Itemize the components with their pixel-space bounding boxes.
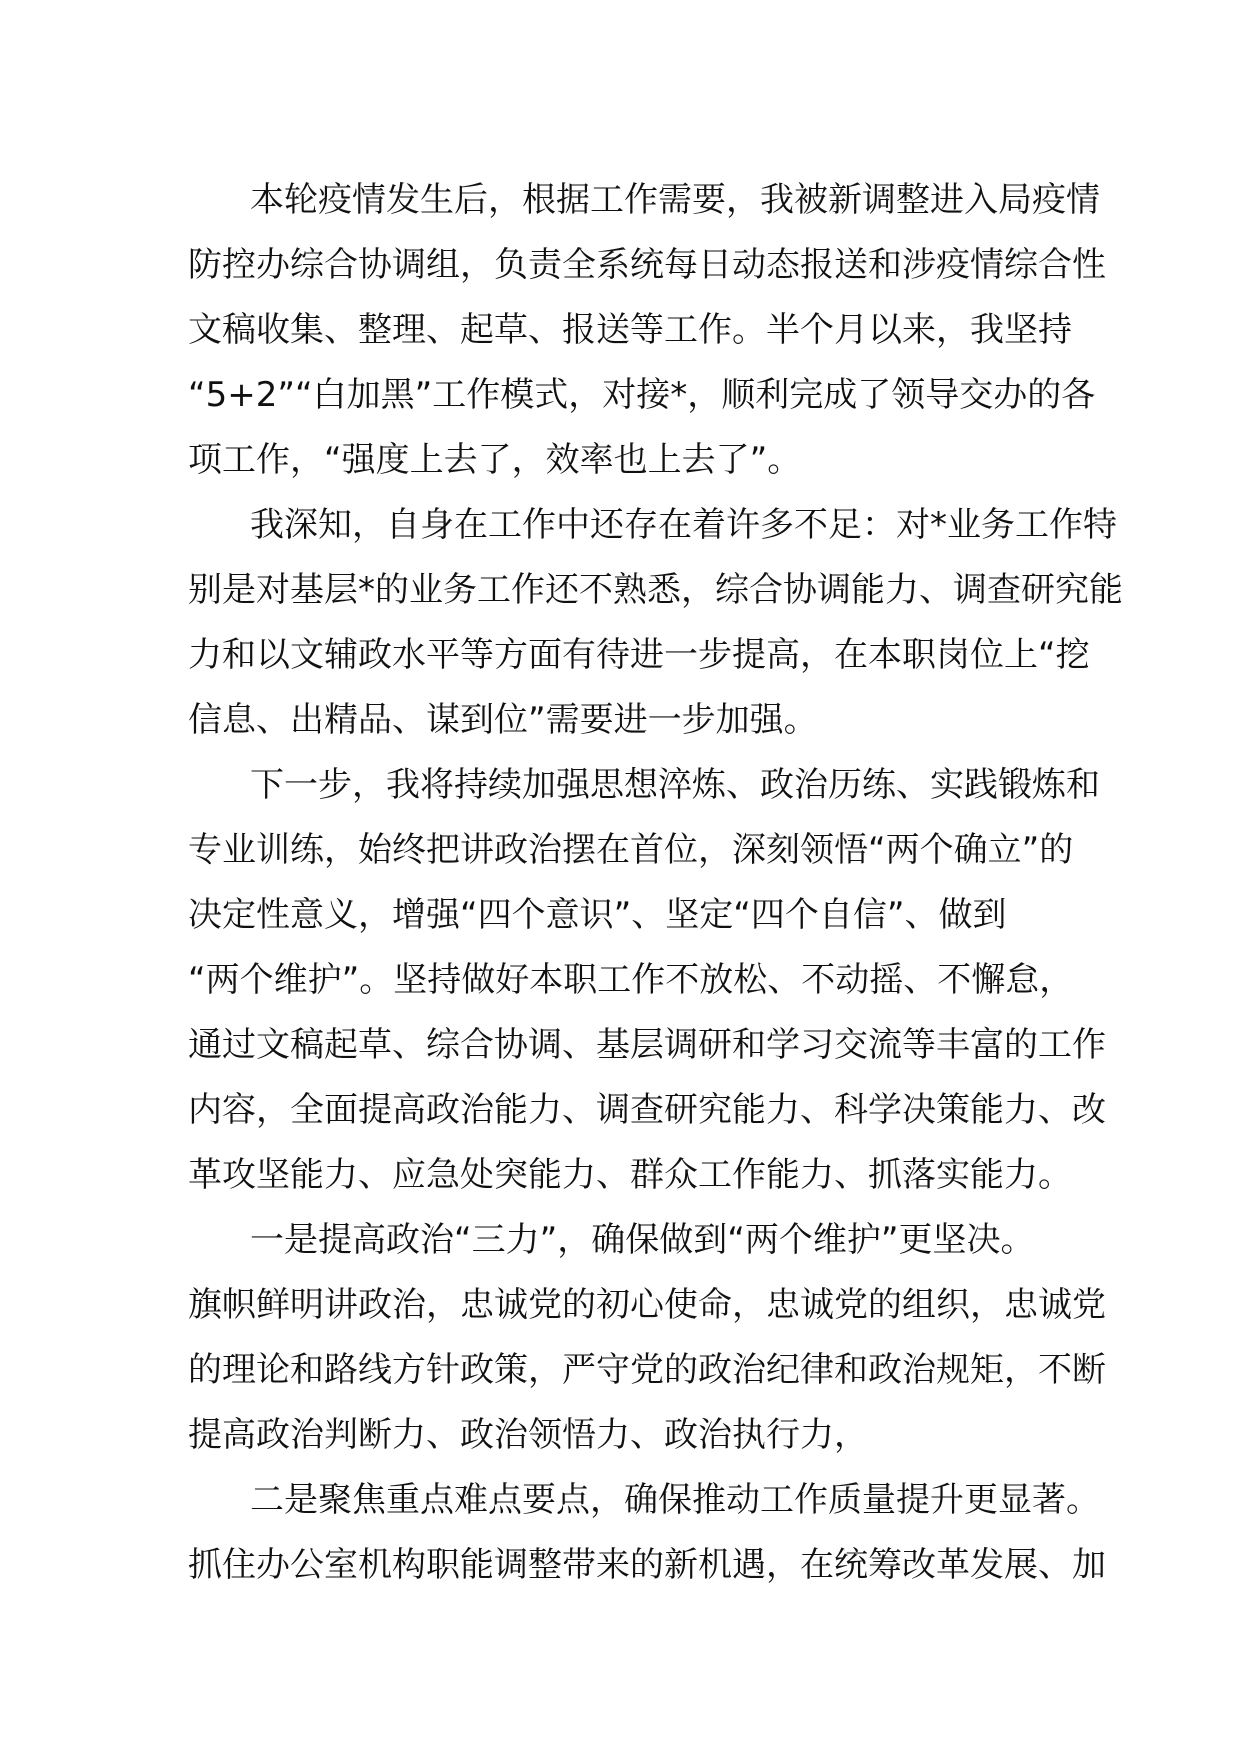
text-line: “5+2”“白加黑”工作模式，对接*，顺利完成了领导交办的各 [188,375,1096,415]
text-line: 抓住办公室机构职能调整带来的新机遇，在统筹改革发展、加 [188,1545,1106,1585]
text-line: 信息、出精品、谋到位”需要进一步加强。 [188,700,818,740]
text-line: 我深知，自身在工作中还存在着许多不足：对*业务工作特 [250,505,1117,545]
text-line: 提高政治判断力、政治领悟力、政治执行力， [188,1415,868,1455]
text-line: 项工作，“强度上去了，效率也上去了”。 [188,440,802,480]
text-line: 内容，全面提高政治能力、调查研究能力、科学决策能力、改 [188,1090,1106,1130]
text-line: 旗帜鲜明讲政治，忠诚党的初心使命，忠诚党的组织，忠诚党 [188,1285,1106,1325]
text-line: 别是对基层*的业务工作还不熟悉，综合协调能力、调查研究能 [188,570,1123,610]
text-line: 二是聚焦重点难点要点，确保推动工作质量提升更显著。 [250,1480,1100,1520]
text-line: 一是提高政治“三力”，确保做到“两个维护”更坚决。 [250,1220,1035,1260]
text-line: “两个维护”。坚持做好本职工作不放松、不动摇、不懈怠， [188,960,1074,1000]
text-line: 下一步，我将持续加强思想淬炼、政治历练、实践锻炼和 [250,765,1100,805]
text-line: 专业训练，始终把讲政治摆在首位，深刻领悟“两个确立”的 [188,830,1074,870]
text-line: 的理论和路线方针政策，严守党的政治纪律和政治规矩，不断 [188,1350,1106,1390]
text-line: 革攻坚能力、应急处突能力、群众工作能力、抓落实能力。 [188,1155,1072,1195]
text-line: 文稿收集、整理、起草、报送等工作。半个月以来，我坚持 [188,310,1072,350]
text-line: 决定性意义，增强“四个意识”、坚定“四个自信”、做到 [188,895,1007,935]
document-body [188,168,1123,1598]
text-line: 本轮疫情发生后，根据工作需要，我被新调整进入局疫情 [250,180,1100,220]
text-line: 通过文稿起草、综合协调、基层调研和学习交流等丰富的工作 [188,1025,1106,1065]
text-line: 防控办综合协调组，负责全系统每日动态报送和涉疫情综合性 [188,245,1106,285]
text-line: 力和以文辅政水平等方面有待进一步提高，在本职岗位上“挖 [188,635,1090,675]
